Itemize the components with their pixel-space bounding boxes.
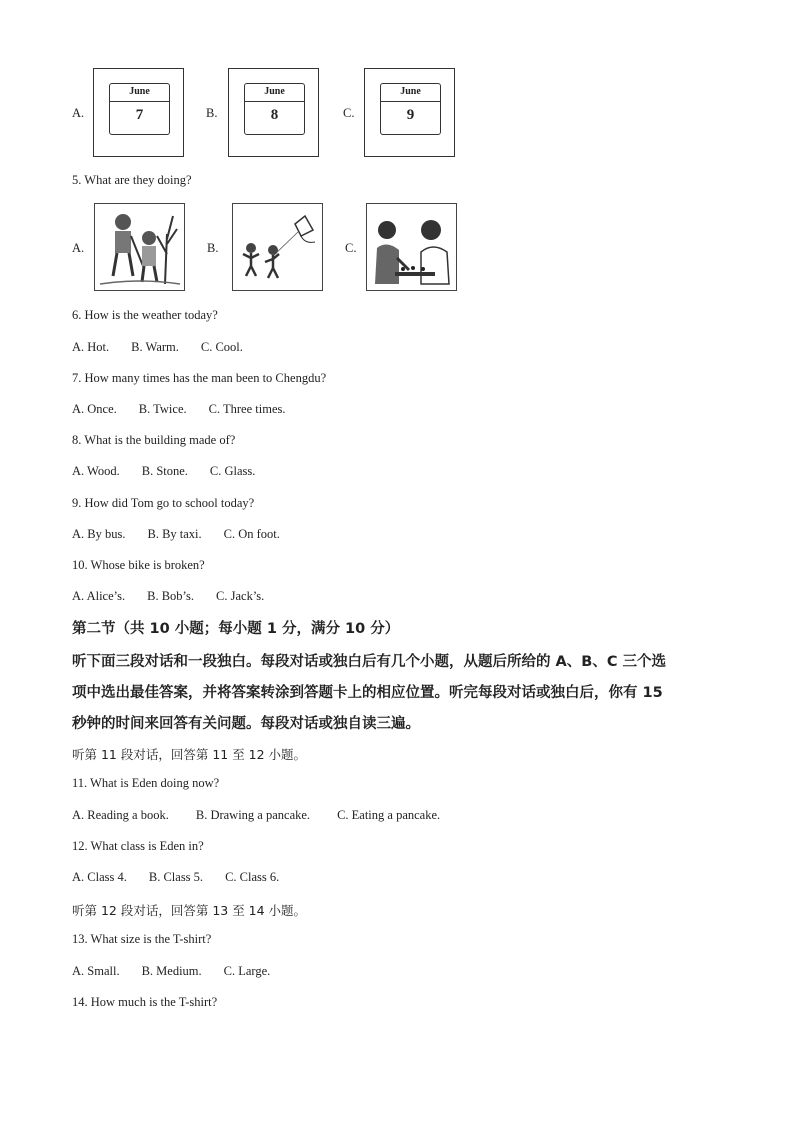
option-letter: C. bbox=[345, 241, 357, 255]
question-7: 7. How many times has the man been to Chengdu? bbox=[72, 371, 327, 385]
calendar-icon bbox=[364, 68, 455, 157]
calendar-icon bbox=[228, 68, 319, 157]
dialog-11-heading: 听第 11 段对话，回答第 11 至 12 小题。 bbox=[72, 747, 307, 762]
q6-option-a[interactable]: A. Hot. bbox=[72, 340, 110, 354]
option-letter: B. bbox=[206, 106, 218, 120]
q12-option-a[interactable]: A. Class 4. bbox=[72, 870, 127, 884]
calendar-day: 9 bbox=[406, 107, 415, 123]
calendar-divider bbox=[381, 101, 440, 102]
q6-option-c[interactable]: C. Cool. bbox=[200, 340, 243, 354]
option-letter: A. bbox=[72, 106, 85, 120]
q12-option-b[interactable]: B. Class 5. bbox=[148, 870, 204, 884]
calendar-month: June bbox=[400, 86, 421, 97]
q10-options bbox=[72, 589, 264, 604]
q13-option-a[interactable]: A. Small. bbox=[72, 964, 120, 978]
q11-options bbox=[72, 808, 440, 823]
playing-chess-illustration bbox=[366, 203, 457, 291]
q13-options bbox=[72, 964, 270, 979]
q8-option-b[interactable]: B. Stone. bbox=[141, 464, 188, 478]
calendar-page bbox=[244, 83, 305, 135]
q13-option-b[interactable]: B. Medium. bbox=[141, 964, 202, 978]
option-letter: A. bbox=[72, 241, 85, 255]
q6-option-b[interactable]: B. Warm. bbox=[131, 340, 179, 354]
q6-options bbox=[72, 340, 243, 355]
question-14: 14. How much is the T-shirt? bbox=[72, 995, 218, 1009]
calendar-page bbox=[380, 83, 441, 135]
kite-flying-illustration bbox=[232, 203, 323, 291]
q9-option-a[interactable]: A. By bus. bbox=[72, 527, 126, 541]
q11-option-a[interactable]: A. Reading a book. bbox=[72, 808, 169, 822]
question-5: 5. What are they doing? bbox=[72, 173, 192, 187]
gardening-illustration bbox=[94, 203, 185, 291]
question-13: 13. What size is the T-shirt? bbox=[72, 932, 212, 946]
calendar-divider bbox=[110, 101, 169, 102]
dialog-12-heading: 听第 12 段对话，回答第 13 至 14 小题。 bbox=[72, 903, 307, 918]
q12-option-c[interactable]: C. Class 6. bbox=[225, 870, 280, 884]
q12-options bbox=[72, 870, 279, 885]
q8-option-a[interactable]: A. Wood. bbox=[72, 464, 120, 478]
calendar-day: 8 bbox=[270, 107, 279, 123]
q7-option-a[interactable]: A. Once. bbox=[72, 402, 117, 416]
q11-option-c[interactable]: C. Eating a pancake. bbox=[337, 808, 441, 822]
calendar-day: 7 bbox=[135, 107, 144, 123]
option-letter: C. bbox=[343, 106, 355, 120]
question-12: 12. What class is Eden in? bbox=[72, 839, 204, 853]
q9-option-c[interactable]: C. On foot. bbox=[223, 527, 280, 541]
q9-options bbox=[72, 527, 280, 542]
calendar-month: June bbox=[264, 86, 285, 97]
q8-option-c[interactable]: C. Glass. bbox=[209, 464, 256, 478]
calendar-month: June bbox=[129, 86, 150, 97]
section-2-title: 第二节（共 10 小题；每小题 1 分，满分 10 分） bbox=[72, 621, 400, 637]
q13-option-c[interactable]: C. Large. bbox=[223, 964, 271, 978]
question-10: 10. Whose bike is broken? bbox=[72, 558, 205, 572]
q8-options bbox=[72, 464, 255, 479]
question-8: 8. What is the building made of? bbox=[72, 433, 236, 447]
question-11: 11. What is Eden doing now? bbox=[72, 776, 220, 790]
q10-option-c[interactable]: C. Jack’s. bbox=[216, 589, 265, 603]
q7-option-b[interactable]: B. Twice. bbox=[138, 402, 187, 416]
q7-options bbox=[72, 402, 285, 417]
q10-option-a[interactable]: A. Alice’s. bbox=[72, 589, 126, 603]
calendar-page bbox=[109, 83, 170, 135]
calendar-divider bbox=[245, 101, 304, 102]
section-2-instructions-line-1: 听下面三段对话和一段独白。每段对话或独白后有几个小题，从题后所给的 A、B、C 三个选 bbox=[72, 654, 667, 670]
q9-option-b[interactable]: B. By taxi. bbox=[147, 527, 202, 541]
option-letter: B. bbox=[207, 241, 219, 255]
q11-option-b[interactable]: B. Drawing a pancake. bbox=[195, 808, 311, 822]
section-2-instructions-line-3: 秒钟的时间来回答有关问题。每段对话或独自读三遍。 bbox=[72, 716, 420, 732]
q10-option-b[interactable]: B. Bob’s. bbox=[147, 589, 195, 603]
question-6: 6. How is the weather today? bbox=[72, 308, 218, 322]
calendar-icon bbox=[93, 68, 184, 157]
section-2-instructions-line-2: 项中选出最佳答案，并将答案转涂到答题卡上的相应位置。听完每段对话或独白后，你有 15 bbox=[72, 685, 663, 701]
question-9: 9. How did Tom go to school today? bbox=[72, 496, 255, 510]
q7-option-c[interactable]: C. Three times. bbox=[208, 402, 286, 416]
